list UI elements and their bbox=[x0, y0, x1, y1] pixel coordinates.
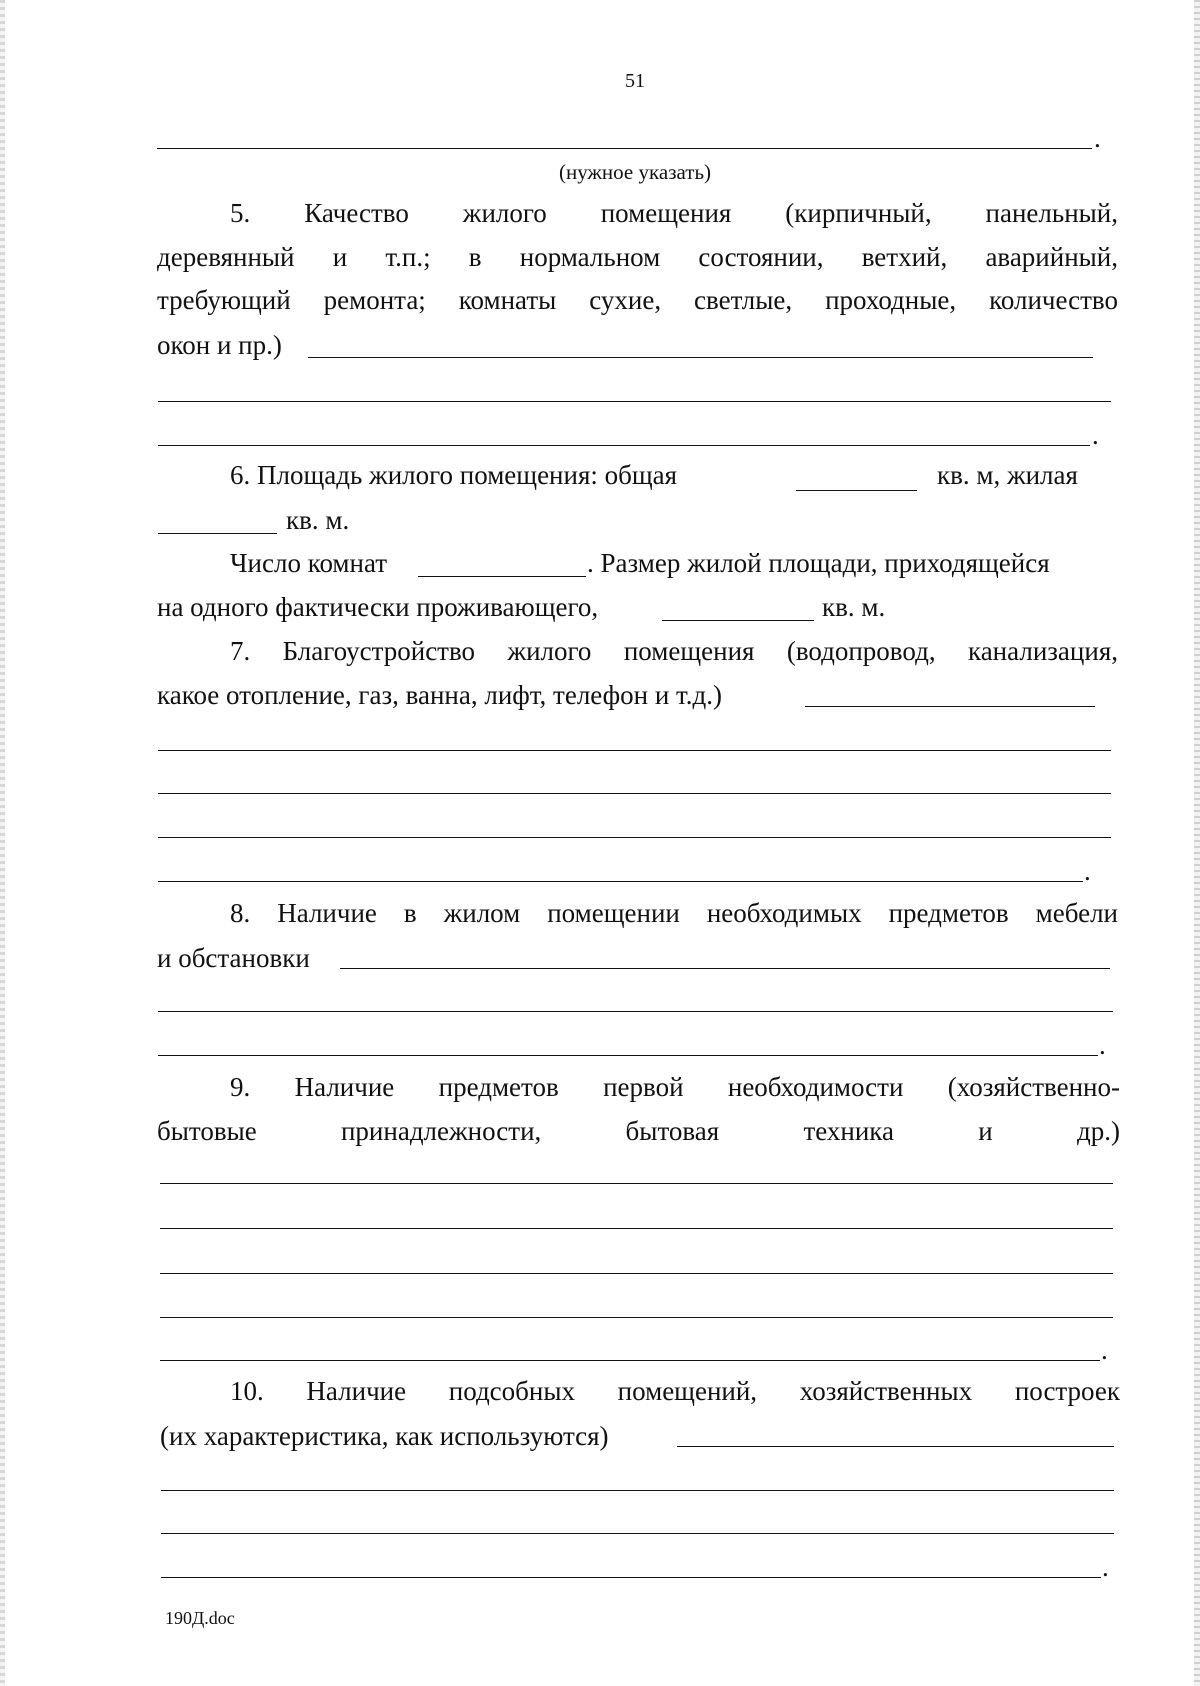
section-9-line-2: бытовые принадлежности, бытовая техника и др.) bbox=[157, 1116, 1120, 1146]
page-number: 51 bbox=[625, 70, 645, 92]
section-8-answer-line[interactable] bbox=[340, 968, 1110, 969]
scan-edge-right bbox=[1194, 0, 1200, 1686]
scan-edge-left bbox=[0, 0, 5, 1686]
section-9-line-1: 9. Наличие предметов первой необходимости (хозяйственно- bbox=[230, 1072, 1120, 1102]
section-8-answer-line[interactable] bbox=[158, 1055, 1098, 1056]
section-5-answer-line[interactable] bbox=[158, 401, 1111, 402]
section-7-line-2: какое отопление, газ, ванна, лифт, телефон и т.д.) bbox=[157, 680, 723, 710]
living-area-field[interactable] bbox=[158, 533, 277, 534]
blank-line[interactable] bbox=[157, 148, 1092, 149]
section-8-line-1: 8. Наличие в жилом помещении необходимых предметов мебели bbox=[230, 898, 1118, 928]
section-7-answer-line[interactable] bbox=[805, 706, 1095, 707]
section-9-answer-line[interactable] bbox=[160, 1273, 1113, 1274]
section-7-answer-line[interactable] bbox=[158, 881, 1083, 882]
section-9-answer-line[interactable] bbox=[160, 1183, 1113, 1184]
section-6-total-label: 6. Площадь жилого помещения: общая bbox=[230, 460, 678, 490]
area-per-person-label: . Размер жилой площади, приходящейся bbox=[587, 548, 1050, 578]
section-10-answer-line[interactable] bbox=[161, 1533, 1114, 1534]
section-9-answer-line[interactable] bbox=[160, 1360, 1100, 1361]
section-8-line-2: и обстановки bbox=[157, 943, 310, 973]
line-period: . bbox=[1094, 123, 1101, 153]
section-6-unit: кв. м. bbox=[286, 505, 350, 535]
section-9-answer-line[interactable] bbox=[160, 1317, 1113, 1318]
line-period: . bbox=[1102, 1552, 1109, 1582]
section-7-answer-line[interactable] bbox=[158, 750, 1111, 751]
rooms-count-field[interactable] bbox=[418, 576, 586, 577]
total-area-field[interactable] bbox=[796, 490, 917, 491]
section-10-answer-line[interactable] bbox=[161, 1490, 1114, 1491]
footer-filename: 190Д.doc bbox=[165, 1608, 235, 1628]
section-10-line-2: (их характеристика, как используются) bbox=[160, 1421, 609, 1451]
section-5-line-3: требующий ремонта; комнаты сухие, светлые, проходные, количество bbox=[157, 285, 1118, 315]
section-6-living-label: кв. м, жилая bbox=[937, 460, 1078, 490]
area-per-person-field[interactable] bbox=[662, 620, 814, 621]
section-5-line-1: 5. Качество жилого помещения (кирпичный, панельный, bbox=[230, 198, 1118, 228]
line-period: . bbox=[1101, 1335, 1108, 1365]
caption-specify: (нужное указать) bbox=[558, 160, 712, 184]
section-8-answer-line[interactable] bbox=[158, 1011, 1113, 1012]
section-5-line-4: окон и пр.) bbox=[157, 330, 282, 360]
line-period: . bbox=[1092, 420, 1099, 450]
section-7-answer-line[interactable] bbox=[158, 837, 1111, 838]
section-7-line-1: 7. Благоустройство жилого помещения (водопровод, канализация, bbox=[230, 636, 1118, 666]
section-10-answer-line[interactable] bbox=[161, 1577, 1101, 1578]
section-5-line-2: деревянный и т.п.; в нормальном состоянии, ветхий, аварийный, bbox=[157, 242, 1118, 272]
rooms-count-label: Число комнат bbox=[230, 548, 388, 578]
section-7-answer-line[interactable] bbox=[158, 793, 1111, 794]
section-5-answer-line[interactable] bbox=[308, 357, 1093, 358]
section-9-answer-line[interactable] bbox=[160, 1228, 1113, 1229]
section-10-answer-line[interactable] bbox=[677, 1446, 1114, 1447]
line-period: . bbox=[1084, 856, 1091, 886]
line-period: . bbox=[1099, 1030, 1106, 1060]
area-per-person-label-2: на одного фактически проживающего, bbox=[157, 592, 599, 622]
section-5-answer-line[interactable] bbox=[158, 445, 1090, 446]
section-10-line-1: 10. Наличие подсобных помещений, хозяйственных построек bbox=[230, 1376, 1120, 1406]
area-per-person-unit: кв. м. bbox=[822, 592, 886, 622]
